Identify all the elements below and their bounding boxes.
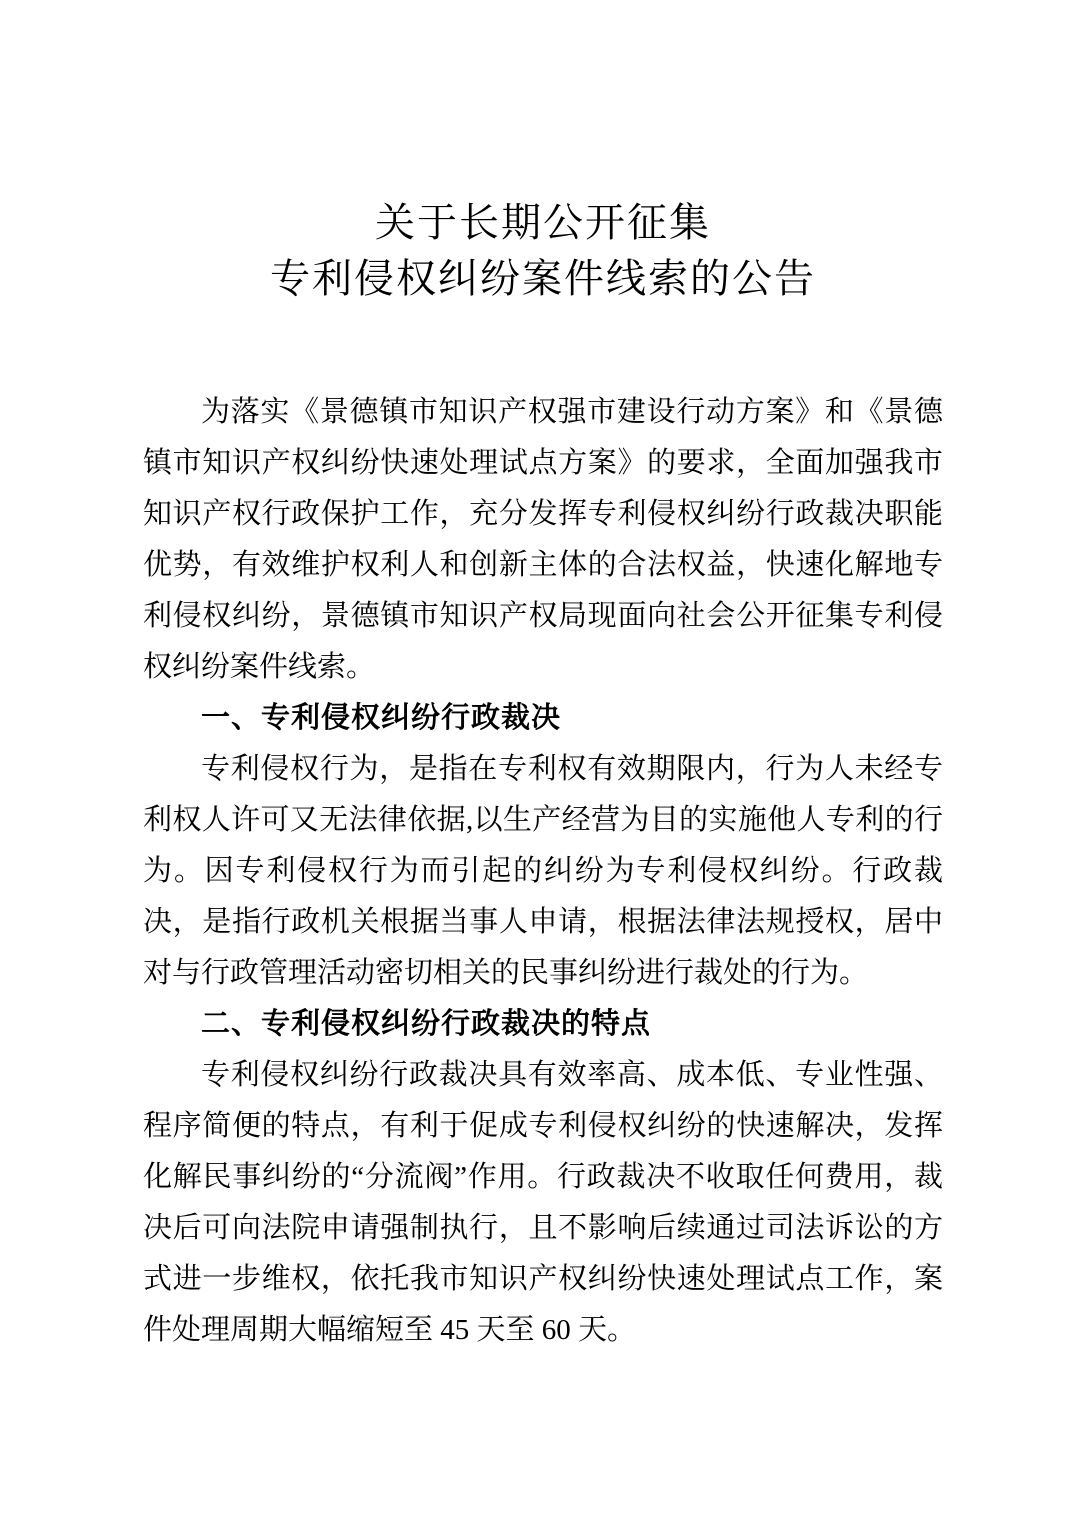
document-title-line-1: 关于长期公开征集 [375,200,711,245]
section-heading: 一、专利侵权纠纷行政裁决 [201,702,562,734]
document-body [143,387,943,1356]
body-paragraph: 专利侵权纠纷行政裁决具有效率高、成本低、专业性强、程序简便的特点，有利于促成专利侵权纠纷的快速解决，发挥化解民事纠纷的“分流阀”作用。行政裁决不收取任何费用，裁决后可向法院申请强制执行，且不影响后续通过司法诉讼的方式进一步维权，依托我市知识产权纠纷快速处理试点工作，案件处理周期大幅缩短至 45 天至 60 天。 [143,1059,943,1346]
section-heading: 二、专利侵权纠纷行政裁决的特点 [201,1008,652,1040]
document-title-line-2: 专利侵权纠纷案件线索的公告 [270,256,816,301]
body-paragraph: 专利侵权行为，是指在专利权有效期限内，行为人未经专利权人许可又无法律依据,以生产经营为目的实施他人专利的行为。因专利侵权行为而引起的纠纷为专利侵权纠纷。行政裁决，是指行政机关根据当事人申请，根据法律法规授权，居中对与行政管理活动密切相关的民事纠纷进行裁处的行为。 [143,753,943,989]
document-title [143,195,943,307]
body-paragraph: 为落实《景德镇市知识产权强市建设行动方案》和《景德镇市知识产权纠纷快速处理试点方案》的要求，全面加强我市知识产权行政保护工作，充分发挥专利侵权纠纷行政裁决职能优势，有效维护权利人和创新主体的合法权益，快速化解地专利侵权纠纷，景德镇市知识产权局现面向社会公开征集专利侵权纠纷案件线索。 [143,396,943,683]
